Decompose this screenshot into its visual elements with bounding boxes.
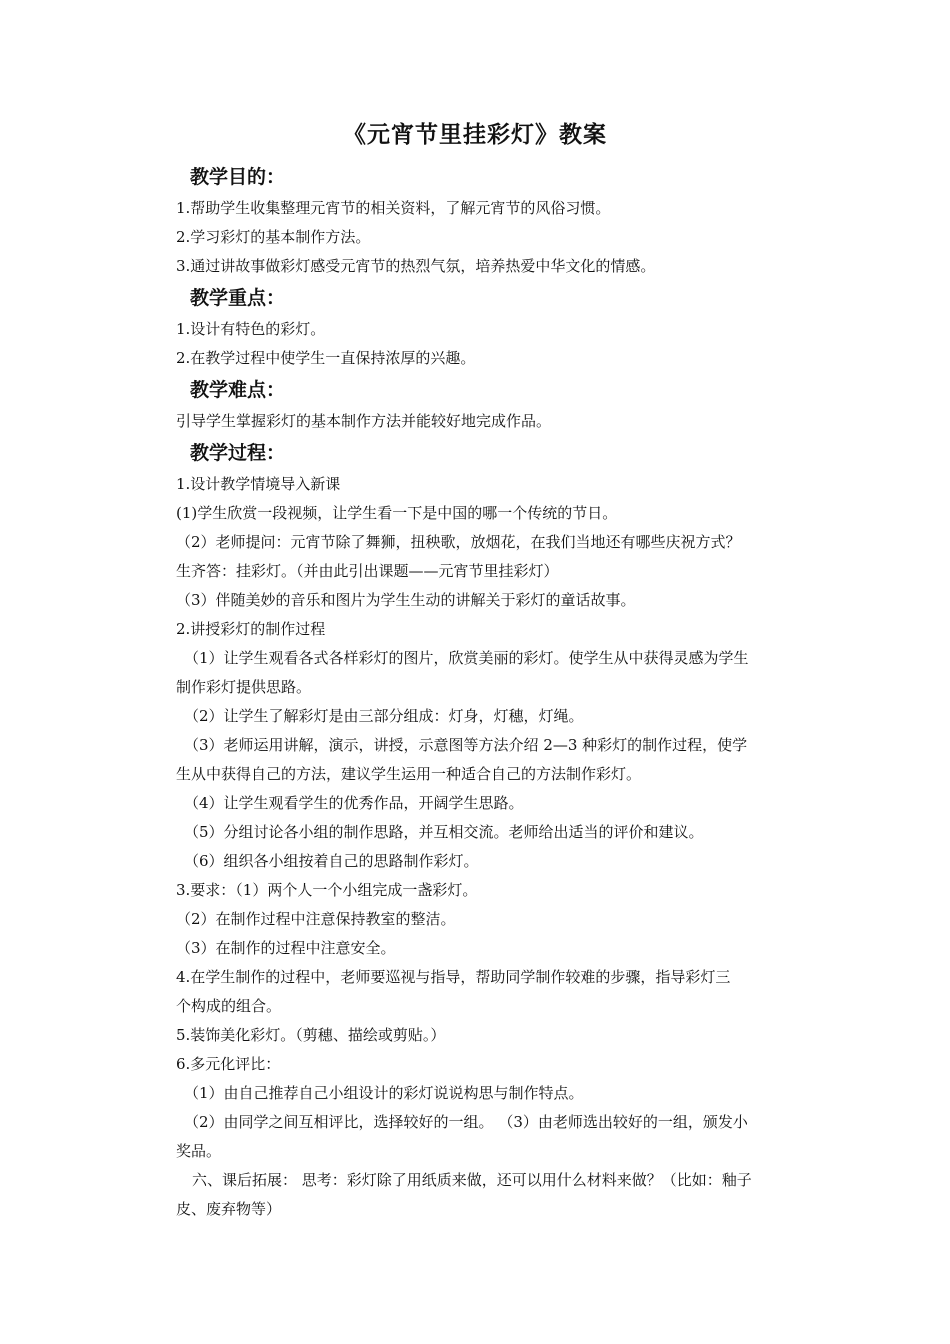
process-line: 5.装饰美化彩灯。（剪穗、描绘或剪贴。） <box>176 1026 446 1044</box>
process-line: （2）让学生了解彩灯是由三部分组成：灯身，灯穗，灯绳。 <box>184 707 584 725</box>
process-line: （6）组织各小组按着自己的思路制作彩灯。 <box>184 852 479 870</box>
process-line: 3.要求：（1）两个人一个小组完成一盏彩灯。 <box>176 881 478 899</box>
key-point-item: 1.设计有特色的彩灯。 <box>176 320 326 338</box>
process-line: 制作彩灯提供思路。 <box>176 678 312 696</box>
process-line: 6.多元化评比： <box>176 1055 281 1073</box>
objective-item: 2.学习彩灯的基本制作方法。 <box>176 228 371 246</box>
process-line: （1）让学生观看各式各样彩灯的图片，欣赏美丽的彩灯。使学生从中获得灵感为学生 <box>184 649 749 667</box>
process-line: （2）老师提问：元宵节除了舞狮，扭秧歌，放烟花，在我们当地还有哪些庆祝方式？ <box>176 533 741 551</box>
heading-difficulties: 教学难点： <box>190 379 286 401</box>
objective-item: 1.帮助学生收集整理元宵节的相关资料，了解元宵节的风俗习惯。 <box>176 199 611 217</box>
process-line: 奖品。 <box>176 1142 222 1160</box>
heading-key-points: 教学重点： <box>190 287 286 309</box>
process-line: （1）由自己推荐自己小组设计的彩灯说说构思与制作特点。 <box>184 1084 584 1102</box>
process-line: 1.设计教学情境导入新课 <box>176 475 341 493</box>
process-line: 个构成的组合。 <box>176 997 282 1015</box>
process-line: 生从中获得自己的方法，建议学生运用一种适合自己的方法制作彩灯。 <box>176 765 642 783</box>
difficulty-text: 引导学生掌握彩灯的基本制作方法并能较好地完成作品。 <box>176 412 552 430</box>
process-line: 皮、废弃物等） <box>176 1200 282 1218</box>
process-line: （2）在制作过程中注意保持教室的整洁。 <box>176 910 456 928</box>
document-title: 《元宵节里挂彩灯》教案 <box>343 122 607 148</box>
process-line: （3）伴随美妙的音乐和图片为学生生动的讲解关于彩灯的童话故事。 <box>176 591 636 609</box>
process-line: 生齐答：挂彩灯。（并由此引出课题——元宵节里挂彩灯） <box>176 562 559 580</box>
key-point-item: 2.在教学过程中使学生一直保持浓厚的兴趣。 <box>176 349 476 367</box>
process-line: 2.讲授彩灯的制作过程 <box>176 620 326 638</box>
process-line: 六、课后拓展： 思考：彩灯除了用纸质来做，还可以用什么材料来做？（比如：釉子 <box>192 1171 752 1189</box>
heading-process: 教学过程： <box>190 442 286 464</box>
process-line: （2）由同学之间互相评比，选择较好的一组。 （3）由老师选出较好的一组，颁发小 <box>184 1113 748 1131</box>
process-line: （4）让学生观看学生的优秀作品，开阔学生思路。 <box>184 794 524 812</box>
document-body <box>176 160 816 1224</box>
process-line: (1)学生欣赏一段视频，让学生看一下是中国的哪一个传统的节日。 <box>176 504 618 522</box>
process-line: （3）在制作的过程中注意安全。 <box>176 939 396 957</box>
heading-objectives: 教学目的： <box>190 166 286 188</box>
process-line: （5）分组讨论各小组的制作思路，并互相交流。老师给出适当的评价和建议。 <box>184 823 704 841</box>
process-line: 4.在学生制作的过程中，老师要巡视与指导，帮助同学制作较难的步骤，指导彩灯三 <box>176 968 731 986</box>
objective-item: 3.通过讲故事做彩灯感受元宵节的热烈气氛，培养热爱中华文化的情感。 <box>176 257 656 275</box>
process-line: （3）老师运用讲解，演示，讲授，示意图等方法介绍 2—3 种彩灯的制作过程，使学 <box>184 736 748 754</box>
